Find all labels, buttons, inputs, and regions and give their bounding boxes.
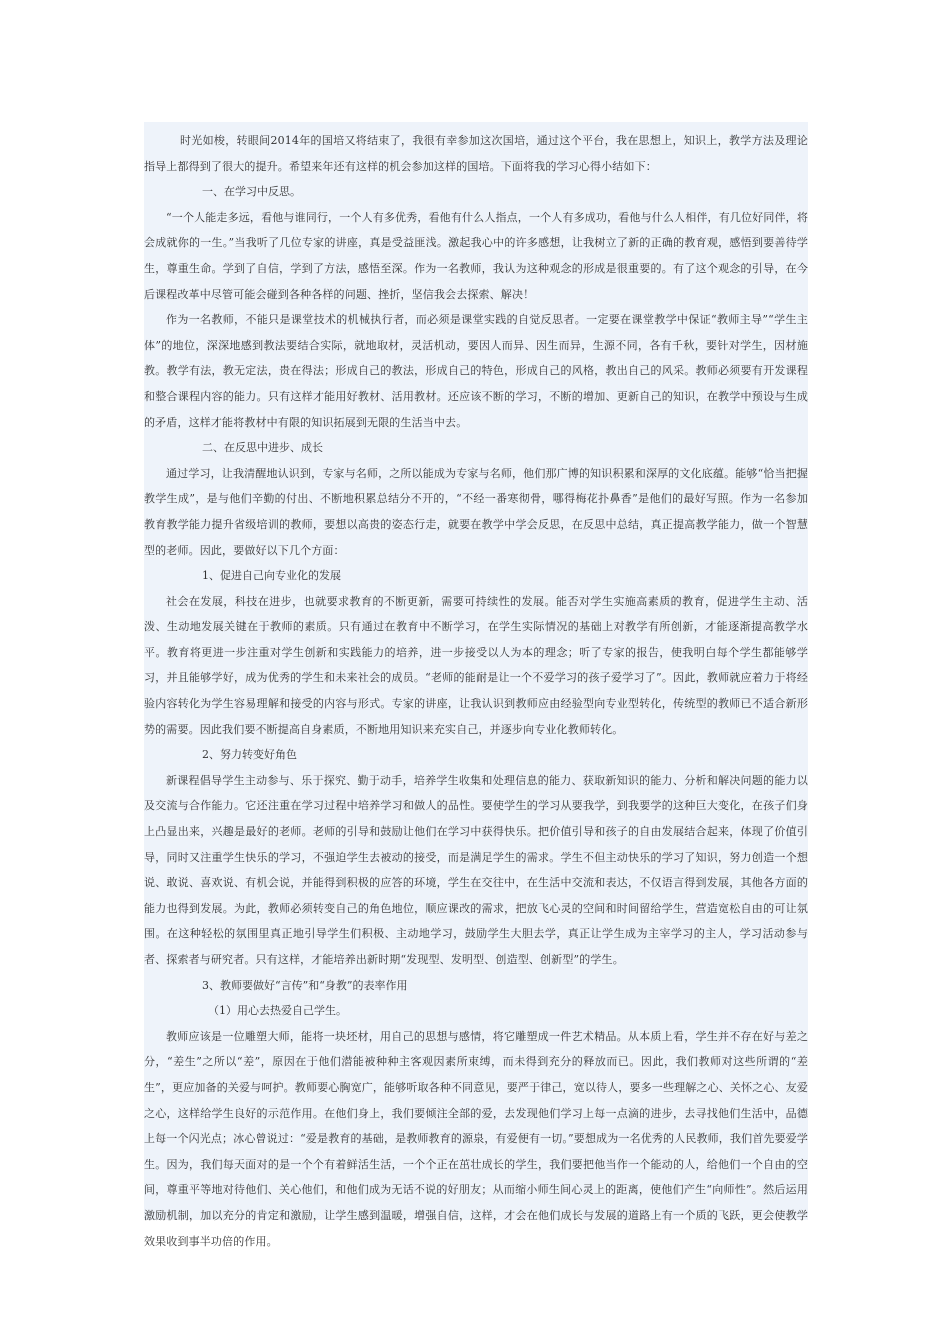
body-paragraph: 教师应该是一位雕塑大师，能将一块坯材，用自己的思想与感情，将它雕塑成一件艺术精品。从本质上看，学生并不存在好与差之分，“差生”之所以“差”，原因在于他们潜能被种种主客观因素所束缚，而未得到充分的释放而已。因此，我们教师对这些所谓的“差生”，更应加备的关爱与呵护。教师要心胸宽广，能够听取各种不同意见，要严于律己，宽以待人，要多一些理解之心、关怀之心、友爱之心，这样给学生良好的示范作用。在他们身上，我们要倾注全部的爱，去发现他们学习上每一点滴的进步，去寻找他们生活中，品德上每一个闪光点；冰心曾说过：“爱是教育的基础，是教师教育的源泉，有爱便有一切。”要想成为一名优秀的人民教师，我们首先要爱学生。因为，我们每天面对的是一个个有着鲜活生活，一个个正在茁壮成长的学生，我们要把他当作一个能动的人，给他们一个自由的空间，尊重平等地对待他们、关心他们，和他们成为无话不说的好朋友；从而缩小师生间心灵上的距离，使他们产生“向师性”。然后运用激励机制，加以充分的肯定和激励，让学生感到温暖，增强自信，这样，才会在他们成长与发展的道路上有一个质的飞跃，更会使教学效果收到事半功倍的作用。 bbox=[144, 1029, 808, 1248]
intro-paragraph: 时光如梭，转眼间2014年的国培又将结束了，我很有幸参加这次国培，通过这个平台，我在思想上，知识上，教学方法及理论指导上都得到了很大的提升。希望来年还有这样的机会参加这样的国培。下面将我的学习心得小结如下： bbox=[144, 134, 808, 173]
body-paragraph: 通过学习，让我清醒地认识到，专家与名师，之所以能成为专家与名师，他们那广博的知识积累和深厚的文化底蕴。能够“恰当把握教学生成”，是与他们辛勤的付出、不断地积累总结分不开的，“不经一番寒彻骨，哪得梅花扑鼻香”是他们的最好写照。作为一名参加教育教学能力提升省级培训的教师，要想以高贵的姿态行走，就要在教学中学会反思，在反思中总结，真正提高教学能力，做一个智慧型的老师。因此，要做好以下几个方面： bbox=[144, 466, 808, 557]
body-paragraph: “一个人能走多远，看他与谁同行，一个人有多优秀，看他有什么人指点，一个人有多成功，看他与什么人相伴，有几位好同伴，将会成就你的一生。”当我听了几位专家的讲座，真是受益匪浅。激起我心中的许多感想，让我树立了新的正确的教育观，感悟到要善待学生，尊重生命。学到了自信，学到了方法，感悟至深。作为一名教师，我认为这种观念的形成是很重要的。有了这个观念的引导，在今后课程改革中尽管可能会碰到各种各样的问题、挫折，坚信我会去探索、解决！ bbox=[144, 210, 808, 301]
subsubsection-heading-love-students: （1）用心去热爱自己学生。 bbox=[208, 1004, 347, 1018]
document-body bbox=[144, 122, 808, 1248]
subsection-heading-teacher-example: 3、教师要做好“言传”和“身教”的表率作用 bbox=[202, 978, 408, 992]
subsection-heading-role-change: 2、努力转变好角色 bbox=[202, 748, 297, 762]
subsection-heading-professional-development: 1、促进自己向专业化的发展 bbox=[202, 569, 341, 583]
body-paragraph: 作为一名教师，不能只是课堂技术的机械执行者，而必须是课堂实践的自觉反思者。一定要在课堂教学中保证“教师主导”“学生主体”的地位，深深地感到教法要结合实际，就地取材，灵活机动，要因人而异、因生而异，生源不同，各有千秋，要针对学生，因材施教。教学有法，教无定法，贵在得法；形成自己的教法，形成自己的特色，形成自己的风格，教出自己的风采。教师必须要有开发课程和整合课程内容的能力。只有这样才能用好教材、活用教材。还应该不断的学习，不断的增加、更新自己的知识，在教学中预设与生成的矛盾，这样才能将教材中有限的知识拓展到无限的生活当中去。 bbox=[144, 313, 808, 429]
body-paragraph: 新课程倡导学生主动参与、乐于探究、勤于动手，培养学生收集和处理信息的能力、获取新知识的能力、分析和解决问题的能力以及交流与合作能力。它还注重在学习过程中培养学习和做人的品性。要使学生的学习从要我学，到我要学的这种巨大变化，在孩子们身上凸显出来，兴趣是最好的老师。老师的引导和鼓励让他们在学习中获得快乐。把价值引导和孩子的自由发展结合起来，体现了价值引导，同时又注重学生快乐的学习，不强迫学生去被动的接受，而是满足学生的需求。学生不但主动快乐的学习了知识，努力创造一个想说、敢说、喜欢说、有机会说，并能得到积极的应答的环境，学生在交往中，在生活中交流和表达，不仅语言得到发展，其他各方面的能力也得到发展。为此，教师必须转变自己的角色地位，顺应课改的需求，把放飞心灵的空间和时间留给学生，营造宽松自由的可让氛围。在这种轻松的氛围里真正地引导学生们积极、主动地学习，鼓励学生大胆去学，真正让学生成为主宰学习的主人，学习活动参与者、探索者与研究者。只有这样，才能培养出新时期“发现型、发明型、创造型、创新型”的学生。 bbox=[144, 773, 808, 966]
body-paragraph: 社会在发展，科技在进步，也就要求教育的不断更新，需要可持续性的发展。能否对学生实施高素质的教育，促进学生主动、活泼、生动地发展关键在于教师的素质。只有通过在教育中不断学习，在学生实际情况的基础上对教学有所创新，才能逐渐提高教学水平。教育将更进一步注重对学生创新和实践能力的培养，进一步接受以人为本的理念；听了专家的报告，使我明白每个学生都能够学习，并且能够学好，成为优秀的学生和未来社会的成员。“老师的能耐是让一个不爱学习的孩子爱学习了”。因此，教师就应着力于将经验内容转化为学生容易理解和接受的内容与形式。专家的讲座，让我认识到教师应由经验型向专业型转化，传统型的教师已不适合新形势的需要。因此我们要不断提高自身素质，不断地用知识来充实自己，并逐步向专业化教师转化。 bbox=[144, 594, 808, 736]
section-heading-progress-in-reflection: 二、在反思中进步、成长 bbox=[202, 441, 323, 455]
section-heading-reflect-in-learning: 一、在学习中反思。 bbox=[202, 185, 301, 199]
